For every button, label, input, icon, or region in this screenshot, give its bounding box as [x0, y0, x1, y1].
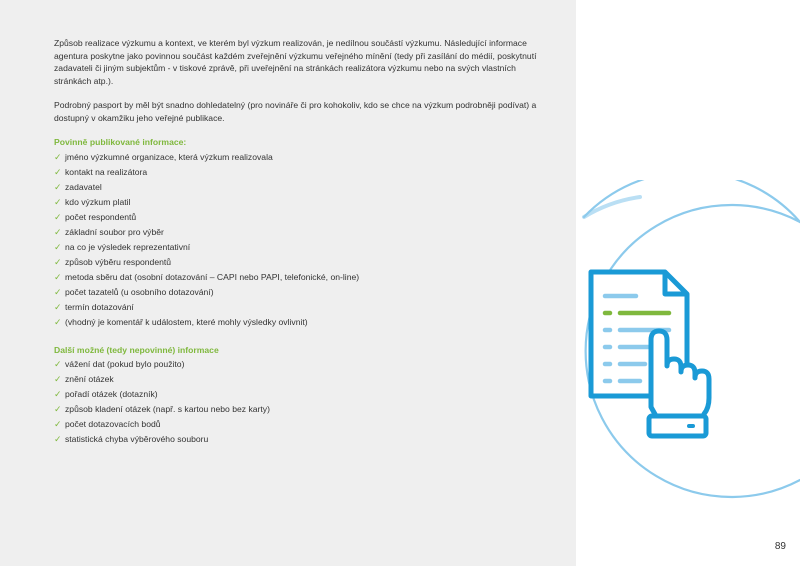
list-item: ✓ způsob kladení otázek (např. s kartou nebo bez karty): [54, 402, 544, 417]
check-icon: ✓: [54, 181, 62, 192]
optional-info-list: [54, 357, 544, 447]
check-icon: ✓: [54, 389, 62, 399]
mandatory-info-list: [54, 150, 544, 330]
list-item: ✓ počet tazatelů (u osobního dotazování): [54, 285, 544, 300]
check-icon: ✓: [54, 211, 62, 222]
list-item: ✓ jméno výzkumné organizace, která výzkum realizovala: [54, 150, 544, 165]
list-item: ✓ statistická chyba výběrového souboru: [54, 432, 544, 447]
check-icon: ✓: [54, 301, 62, 312]
check-icon: ✓: [54, 151, 62, 162]
intro-paragraph: Způsob realizace výzkumu a kontext, ve kterém byl výzkum realizován, je nedílnou součástí výzkumu. Následující informace agentura poskytne jako povinnou součást každém zveřejnění výzkumu veřejného mínění (tedy při zasílání do médií, poskytnutí zadavateli či jiným subjektům - v tiskové zprávě, při uveřejnění na stránkách realizátora výzkumu nebo na svých vlastních stránkách atp.).: [54, 38, 537, 86]
passport-paragraph: Podrobný pasport by měl být snadno dohledatelný (pro novináře či pro kohokoliv, kdo se chce na výzkum podrobněji podívat) a dostupný v okamžiku jeho veřejné publikace.: [54, 100, 537, 123]
check-icon: ✓: [54, 166, 62, 177]
check-icon: ✓: [54, 196, 62, 207]
check-icon: ✓: [54, 434, 62, 444]
list-item: ✓ zadavatel: [54, 180, 544, 195]
list-item: ✓ počet dotazovacích bodů: [54, 417, 544, 432]
list-item: ✓ termín dotazování: [54, 300, 544, 315]
list-item: ✓ metoda sběru dat (osobní dotazování – CAPI nebo PAPI, telefonické, on-line): [54, 270, 544, 285]
check-icon: ✓: [54, 359, 62, 369]
document-with-pointing-hand-icon: [500, 180, 800, 510]
check-icon: ✓: [54, 241, 62, 252]
list-item: ✓ znění otázek: [54, 372, 544, 387]
list-item: ✓ způsob výběru respondentů: [54, 255, 544, 270]
list-item: ✓ základní soubor pro výběr: [54, 225, 544, 240]
document-body: [54, 37, 544, 447]
list-item: ✓ na co je výsledek reprezentativní: [54, 240, 544, 255]
check-icon: ✓: [54, 404, 62, 414]
list-item: ✓ vážení dat (pokud bylo použito): [54, 357, 544, 372]
optional-info-heading: Další možné (tedy nepovinné) informace: [54, 344, 219, 355]
check-icon: ✓: [54, 419, 62, 429]
list-item: ✓ kdo výzkum platil: [54, 195, 544, 210]
check-icon: ✓: [54, 316, 62, 327]
check-icon: ✓: [54, 286, 62, 297]
cuff-icon: [649, 416, 706, 436]
page-number: 89: [774, 541, 786, 552]
mandatory-info-heading: Povinně publikované informace:: [54, 137, 187, 147]
list-item: ✓ kontakt na realizátora: [54, 165, 544, 180]
list-item: ✓ pořadí otázek (dotazník): [54, 387, 544, 402]
check-icon: ✓: [54, 374, 62, 384]
check-icon: ✓: [54, 256, 62, 267]
check-icon: ✓: [54, 226, 62, 237]
check-icon: ✓: [54, 271, 62, 282]
list-item: ✓ počet respondentů: [54, 210, 544, 225]
list-item: ✓ (vhodný je komentář k událostem, které mohly výsledky ovlivnit): [54, 315, 544, 330]
